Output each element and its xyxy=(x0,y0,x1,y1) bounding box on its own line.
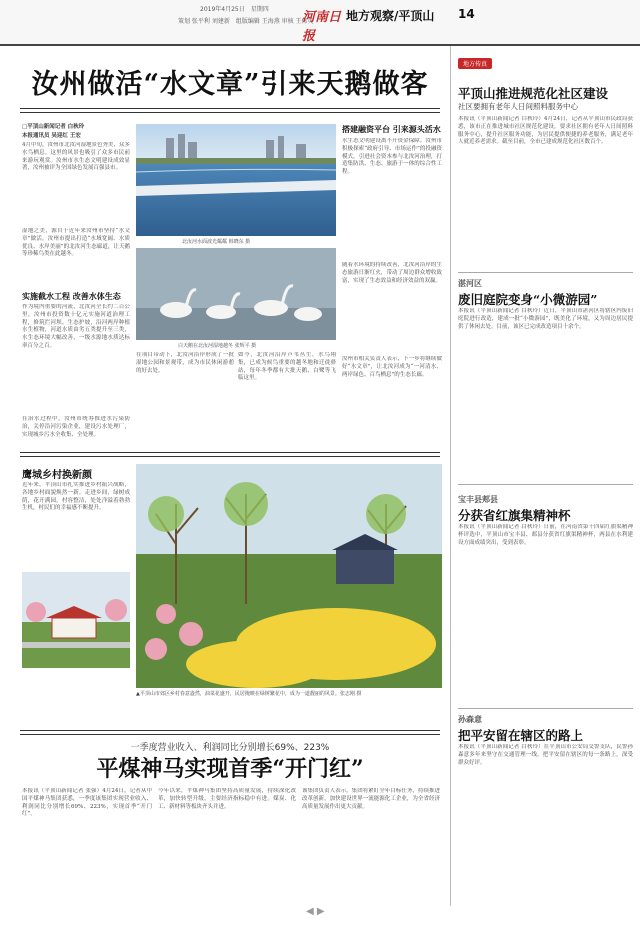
headline-rule xyxy=(20,108,440,113)
main-headline: 汝州做活“水文章”引来天鹅做客 xyxy=(31,69,429,100)
village-headline: 鹰城乡村换新颜 xyxy=(22,470,92,481)
masthead xyxy=(0,0,640,46)
village-body: 近年来，平顶山市扎实推进乡村振兴战略，各地乡村面貌焕然一新。走进乡间，绿树成荫，花开满园，村容整洁，处处洋溢着勃勃生机，村民们的幸福感不断提升。 xyxy=(22,482,130,512)
main-subhead-1: 实施截水工程 改善水体生态 xyxy=(22,292,121,301)
byline-reporter: □平顶山新闻记者 白秋玲 xyxy=(22,124,85,130)
river-photo-caption: 北汝河水面波光粼粼 韩晓东 摄 xyxy=(182,239,251,245)
main-col3-p1: 随着水环境的持续改善，北汝河沿岸的生态旅游日渐红火，带动了周边群众增收致富，实现了生态效益和经济效益的双赢。 xyxy=(342,262,442,284)
main-subhead-2: 搭建融资平台 引来源头活水 xyxy=(342,125,441,134)
right-story4-kicker: 孙森意 xyxy=(458,715,482,724)
right-rule-1 xyxy=(458,272,633,273)
bottom-col3: 该集团负责人表示，集团将紧盯全年目标任务，持续推进改革创新，加快建设世界一流能源化工企业，为全省经济高质量发展作出更大贡献。 xyxy=(302,788,440,810)
right-story2-kicker: 湛河区 xyxy=(458,279,482,288)
village-photo-caption: ▲平顶山市郊区乡村春意盎然，油菜花盛开，民居掩映在绿树繁花中，成为一道靓丽的风景。张志刚 摄 xyxy=(136,691,362,697)
right-story2-body: 本报讯（平顶山新闻记者 白秋玲）近日，平顶山市湛河区将辖区内废旧庭院进行改造，建成一批“小微游园”，既美化了环境，又为周边居民提供了休闲去处。目前，该区已完成改造项目十余个。 xyxy=(458,308,633,330)
right-story1-body: 本报讯（平顶山新闻记者 白秋玲）4月24日，记者从平顶山市民政局获悉，该市正在推进城市社区规范化建设，要求社区拥有老年人日间照料服务中心，提升社区服务功能，为居民提供便捷的养老服务，满足老年人就近养老需求。截至目前，全市已建成规范化社区数百个。 xyxy=(458,116,633,146)
right-rule-3 xyxy=(458,708,633,709)
right-story3-kicker: 宝丰县郏县 xyxy=(458,495,498,504)
swan-photo xyxy=(136,248,336,340)
right-story4-body: 本报讯（平顶山新闻记者 白秋玲）在平顶山市公安局交警支队，民警孙森意多年来坚守在交通管理一线，把平安留在辖区的每一条路上，深受群众好评。 xyxy=(458,744,633,766)
right-story2-headline: 废旧庭院变身“小微游园” xyxy=(458,292,598,307)
swan-photo-caption: 白天鹅在北汝河湿地越冬 张辉平 摄 xyxy=(178,343,257,349)
river-photo xyxy=(136,124,336,236)
issue-date: 2019年4月25日 星期四 xyxy=(200,6,269,13)
main-col1-p2: 湿地之美，源自于近年来汝州市坚持“水文章”做活。汝州市提出打造“水域宽阔、水质优良、水岸美丽”的北汝河生态廊道，让天鹅等珍稀鸟类在此越冬。 xyxy=(22,228,130,258)
pavilion-photo xyxy=(22,572,130,668)
bottom-headline: 平煤神马实现首季“开门红” xyxy=(96,756,364,782)
bottom-rule xyxy=(20,730,440,735)
bottom-col2: 今年以来，平煤神马集团坚持高质量发展，持续深化改革，加快转型升级，主要经济指标稳中有进。煤炭、化工、新材料等板块齐头并进。 xyxy=(158,788,296,810)
bottom-deck: 一季度营业收入、利润同比分别增长69%、223% xyxy=(130,743,330,753)
main-col2-p1: 水生态文明建设离不开资金保障。汝州市积极探索“政府引导、市场运作”的投融资模式，引进社会资本参与北汝河治理，打造集防洪、生态、旅游于一体的综合性工程。 xyxy=(342,138,442,176)
main-col2-p3: 如今，北汝河沿岸芦苇丛生，水鸟翔集，已成为候鸟重要的越冬地和迁徙驿站，每年冬季都有大批天鹅、白鹭等飞临这里。 xyxy=(238,352,336,382)
right-rule-2 xyxy=(458,484,633,485)
newspaper-logo: 河南日报 xyxy=(302,10,342,44)
main-col3-p2: 汝州市相关负责人表示，下一步将继续做好“水文章”，让北汝河成为“一河清水、两岸绿色、百鸟栖息”的生态长廊。 xyxy=(342,356,442,378)
bottom-col1: 本报讯（平顶山新闻记者 张强）4月24日，记者从中国平煤神马集团获悉，一季度该集团实现营业收入、利润同比分别增长69%、223%，实现首季“开门红”。 xyxy=(22,788,152,818)
right-column-divider xyxy=(450,46,451,906)
section-title: 地方观察/平顶山 xyxy=(346,9,435,23)
right-story3-headline: 分获省红旗集精神杯 xyxy=(458,508,571,523)
page-nav-icon[interactable]: ◀ ▶ xyxy=(306,906,325,917)
village-photo xyxy=(136,464,442,688)
right-story3-body: 本报讯（平顶山新闻记者 白秋玲）日前，在河南省第十四届红旗渠精神杯评选中，平顶山市宝丰县、郏县分获省红旗渠精神杯，两县在水利建设方面成绩突出，受到表彰。 xyxy=(458,524,633,546)
section-rule xyxy=(20,452,440,457)
right-column-tag: 地方传真 xyxy=(458,58,492,69)
byline-correspondent: 本报通讯员 吴迎红 王宏 xyxy=(22,133,81,139)
main-col1-p1: 4月中旬，汝州市北汝河湿地景色秀美，众多水鸟栖息。这里的风景也吸引了众多市民前来游玩观赏。汝州市水生态文明建设成效显著，汝州被评为全国绿色发展百强县市。 xyxy=(22,142,130,172)
editor-credits: 策划 张平利 刘建新 组版编辑 王海燕 审核 王伟英 xyxy=(178,18,314,25)
page-number: 14 xyxy=(458,7,475,21)
main-col1-p3: 作为境内重要的河流，北汝河全长约二百公里，汝州市投资数十亿元实施河道治理工程，修筑拦河坝、生态护坡，沿河两岸种植水生植物，河道水质由劣五类提升至三类，水生态环境大幅改善，一级水源地水质达标率百分之百。 xyxy=(22,304,130,349)
right-story1-headline: 平顶山推进规范化社区建设 xyxy=(458,86,609,101)
main-col1-p4: 在治水过程中，汝州市统筹推进水污染防治，关停沿河污染企业，建设污水处理厂，实现城乡污水全收集、全处理。 xyxy=(22,416,130,438)
main-col2-p2: 在项目带动下，北汝河沿岸形成了一批湿地公园和景观带，成为市民休闲游憩的好去处。 xyxy=(136,352,234,374)
right-story4-headline: 把平安留在辖区的路上 xyxy=(458,728,584,743)
right-story1-subhead: 社区要拥有老年人日间照料服务中心 xyxy=(458,102,578,111)
